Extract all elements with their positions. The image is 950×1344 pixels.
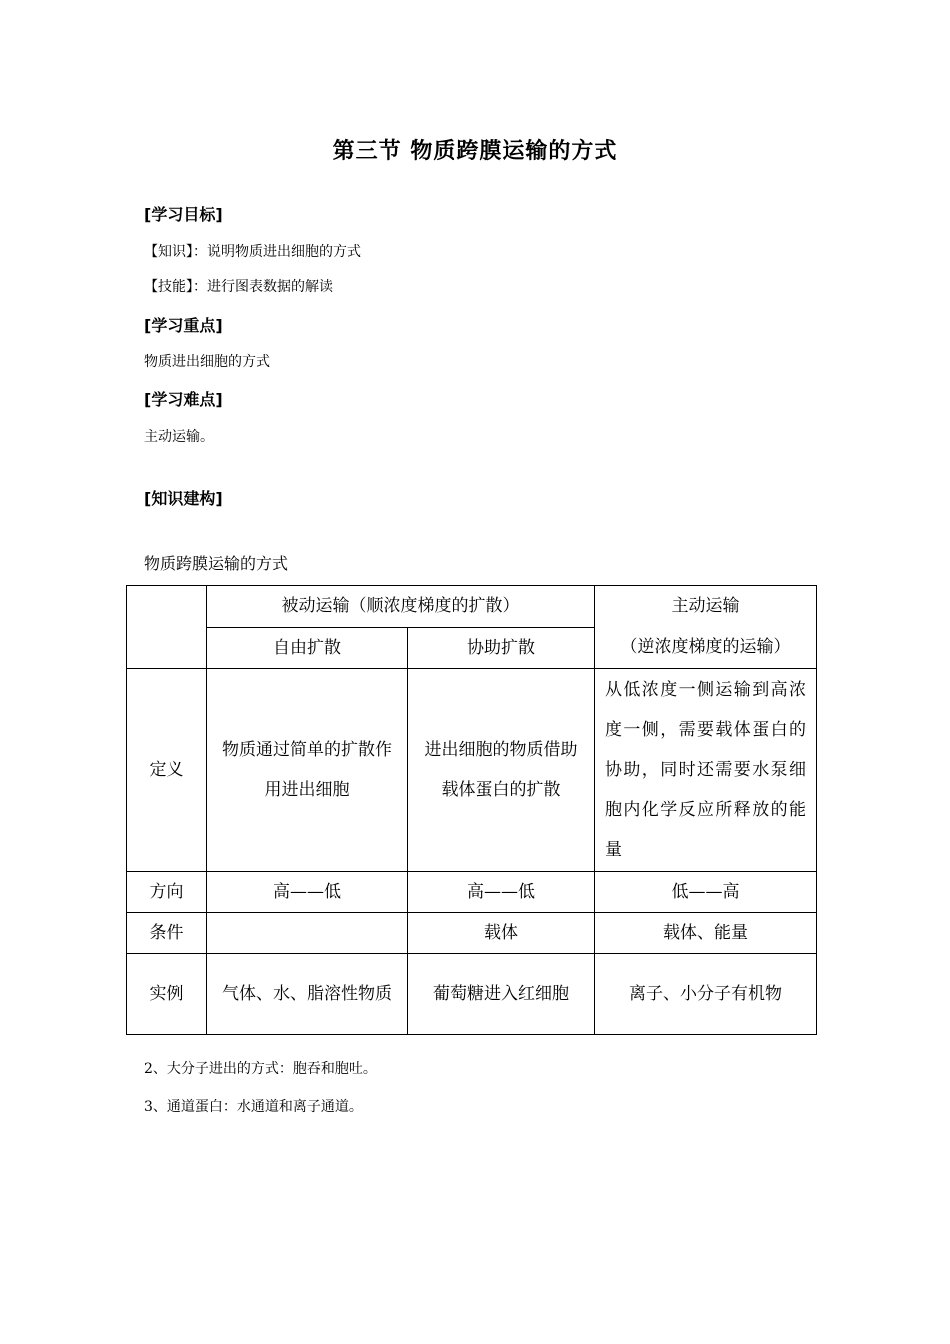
note-macromolecules: 2、大分子进出的方式：胞吞和胞吐。 [144,1061,377,1077]
condition-active: 载体、能量 [595,913,817,954]
example-free: 气体、水、脂溶性物质 [207,954,408,1035]
objectives-heading: [学习目标] [144,205,223,224]
corner-cell [127,586,207,669]
row-label-condition: 条件 [127,913,207,954]
definition-active: 从低浓度一侧运输到高浓度一侧，需要载体蛋白的协助，同时还需要水泵细胞内化学反应所释放的能量 [595,669,817,872]
example-facilitated: 葡萄糖进入红细胞 [408,954,595,1035]
page-title: 第三节 物质跨膜运输的方式 [332,138,618,164]
difficulty-heading: [学习难点] [144,390,223,409]
example-active: 离子、小分子有机物 [595,954,817,1035]
objective-knowledge: 【知识】：说明物质进出细胞的方式 [144,244,361,260]
condition-facilitated: 载体 [408,913,595,954]
passive-header: 被动运输（顺浓度梯度的扩散） [207,586,595,628]
active-header [595,586,817,669]
definition-facilitated: 进出细胞的物质借助载体蛋白的扩散 [408,669,595,872]
condition-free [207,913,408,954]
transport-table [126,585,817,1035]
row-label-example: 实例 [127,954,207,1035]
construction-heading: [知识建构] [144,489,223,508]
difficulty-text: 主动运输。 [144,429,214,445]
direction-active: 低——高 [595,872,817,913]
definition-free: 物质通过简单的扩散作用进出细胞 [207,669,408,872]
objective-skill: 【技能】：进行图表数据的解读 [144,279,333,295]
free-diffusion-header: 自由扩散 [207,627,408,669]
table-caption: 物质跨膜运输的方式 [144,554,289,573]
facilitated-diffusion-header: 协助扩散 [408,627,595,669]
active-header-line1: 主动运输 [671,596,740,616]
row-label-definition: 定义 [127,669,207,872]
key-point-text: 物质进出细胞的方式 [144,354,270,370]
direction-facilitated: 高——低 [408,872,595,913]
note-channel-proteins: 3、通道蛋白：水通道和离子通道。 [144,1099,363,1115]
row-label-direction: 方向 [127,872,207,913]
key-point-heading: [学习重点] [144,316,223,335]
active-header-line2: （逆浓度梯度的运输） [620,637,791,657]
direction-free: 高——低 [207,872,408,913]
